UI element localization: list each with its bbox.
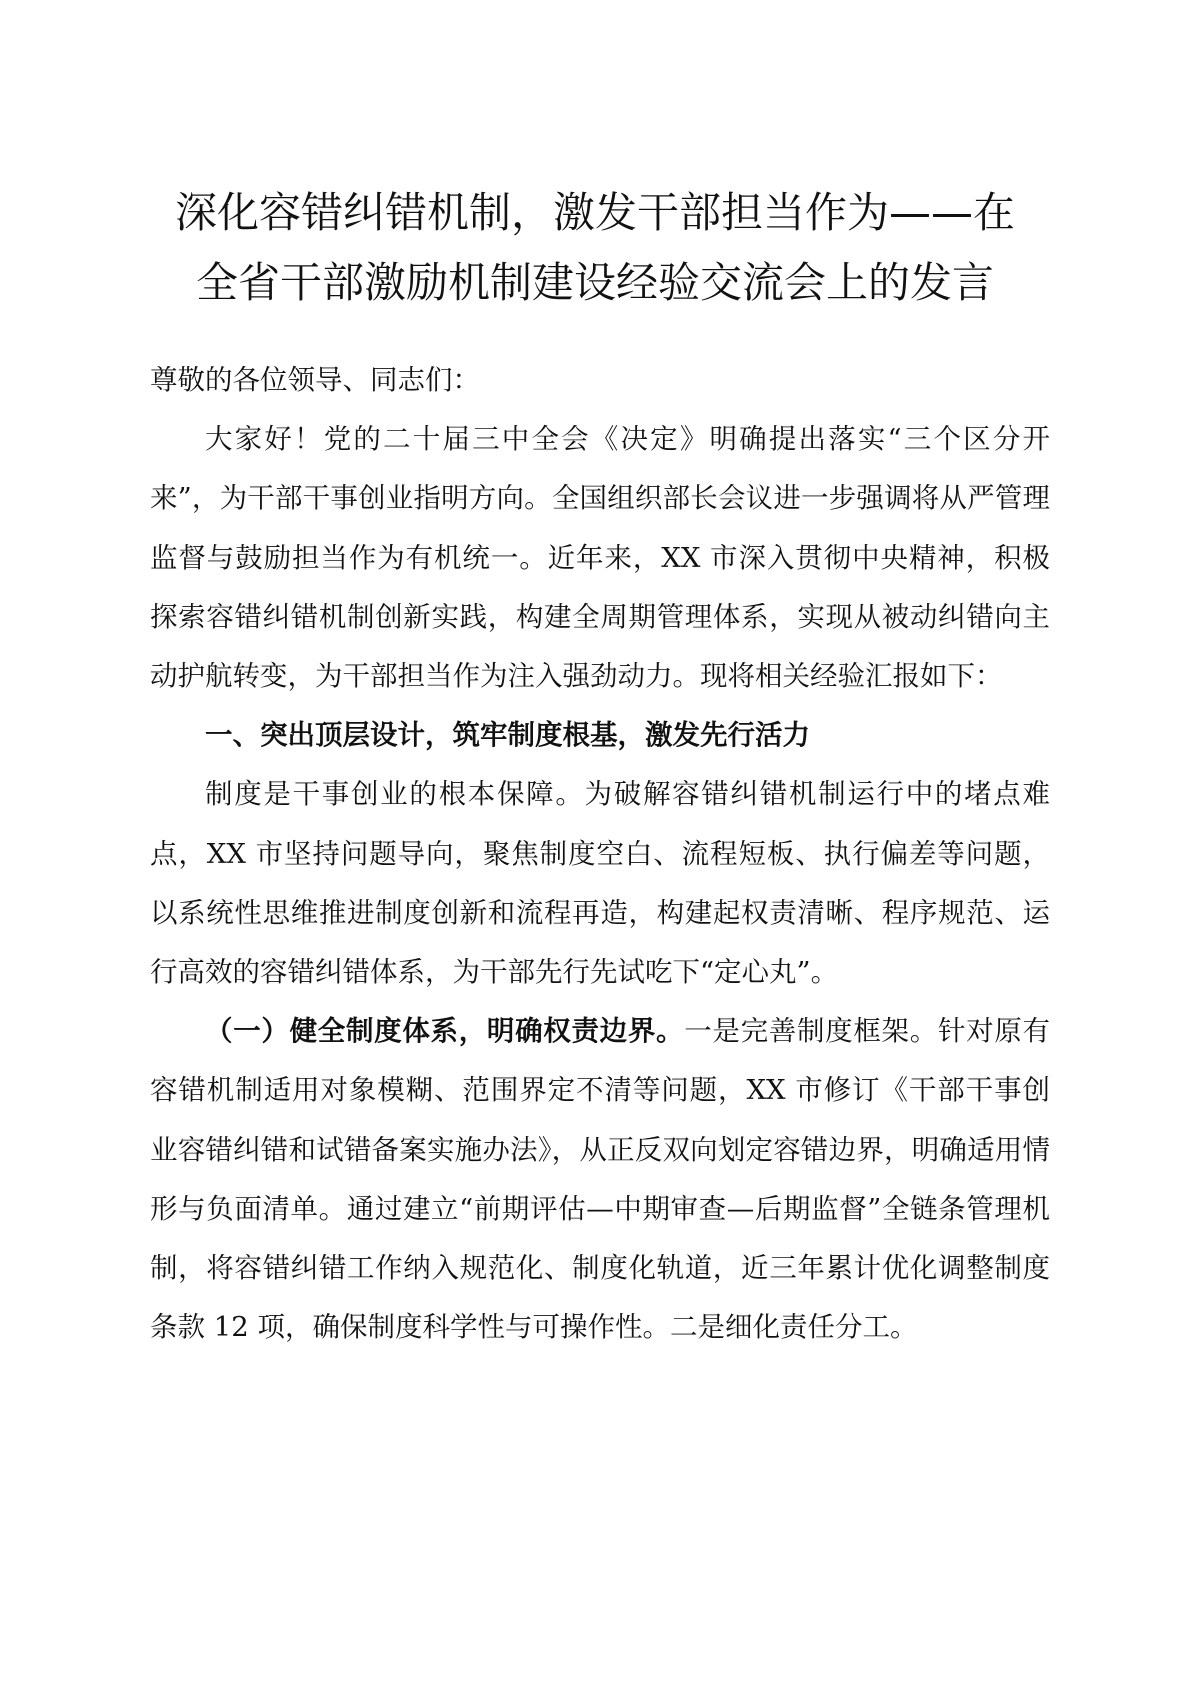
subsection-1-text: 一是完善制度框架。针对原有容错机制适用对象模糊、范围界定不清等问题，XX 市修订《干部干事创业容错纠错和试错备案实施办法》，从正反双向划定容错边界，明确适用情形与负面清单。通过建立“前期评估—中期审查—后期监督”全链条管理机制，将容错纠错工作纳入规范化、制度化轨道，近三年累计优化调整制度条款 12 项，确保制度科学性与可操作性。二是细化责任分工。 <box>150 1015 1051 1344</box>
intro-paragraph: 大家好！党的二十届三中全会《决定》明确提出落实“三个区分开来”，为干部干事创业指明方向。全国组织部长会议进一步强调将从严管理监督与鼓励担当作为有机统一。近年来，XX 市深入贯彻中央精神，积极探索容错纠错机制创新实践，构建全周期管理体系，实现从被动纠错向主动护航转变，为干部担当作为注入强劲动力。现将相关经验汇报如下： <box>150 423 1050 693</box>
subsection-1-heading: （一）健全制度体系，明确权责边界。 <box>205 1015 685 1048</box>
document-title <box>130 178 1060 318</box>
section-1-heading: 一、突出顶层设计，筑牢制度根基，激发先行活力 <box>205 719 810 752</box>
document-body <box>150 351 1050 1357</box>
title-line-2: 全省干部激励机制建设经验交流会上的发言 <box>195 258 994 307</box>
subsection-1-paragraph <box>150 1002 1050 1357</box>
title-line-1: 深化容错纠错机制，激发干部担当作为——在 <box>174 188 1015 237</box>
section-1-paragraph: 制度是干事创业的根本保障。为破解容错纠错机制运行中的堵点难点，XX 市坚持问题导向，聚焦制度空白、流程短板、执行偏差等问题，以系统性思维推进制度创新和流程再造，构建起权责清晰、程序规范、运行高效的容错纠错体系，为干部先行先试吃下“定心丸”。 <box>150 778 1050 989</box>
salutation: 尊敬的各位领导、同志们： <box>150 364 480 396</box>
